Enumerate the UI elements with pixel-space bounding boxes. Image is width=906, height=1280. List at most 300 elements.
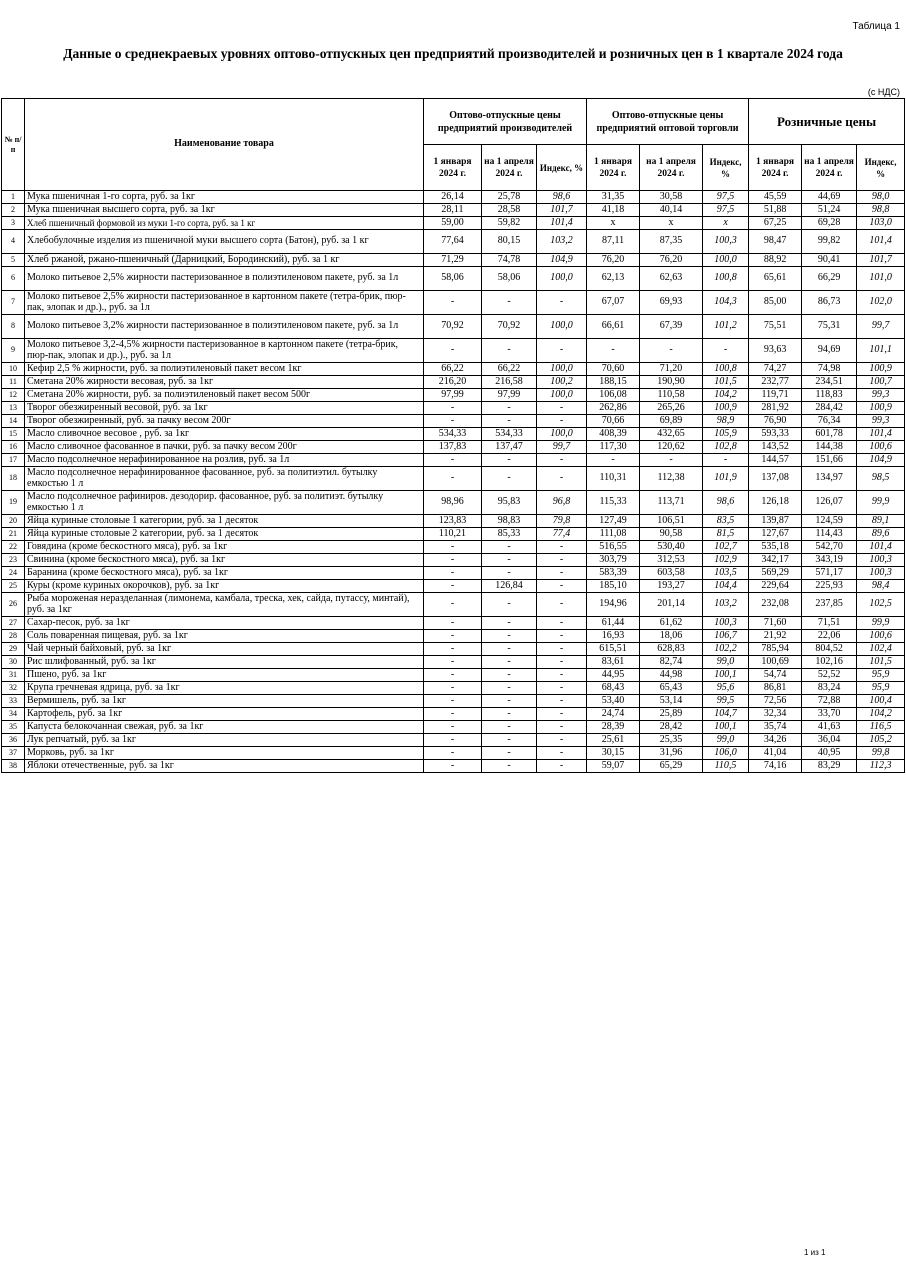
price-cell: 62,63 <box>640 267 703 291</box>
price-cell: 194,96 <box>587 593 640 617</box>
price-cell: 234,51 <box>802 376 857 389</box>
index-cell: 89,6 <box>857 528 905 541</box>
index-cell: 103,5 <box>703 567 749 580</box>
price-cell: - <box>424 656 482 669</box>
table-row <box>2 760 905 773</box>
price-cell: 74,78 <box>482 254 537 267</box>
price-cell: 53,14 <box>640 695 703 708</box>
price-cell: 16,93 <box>587 630 640 643</box>
index-cell: 100,1 <box>703 669 749 682</box>
price-cell: 143,52 <box>749 441 802 454</box>
product-name: Творог обезжиренный весовой, руб. за 1кг <box>25 402 424 415</box>
index-cell: 100,8 <box>703 267 749 291</box>
price-cell: - <box>424 747 482 760</box>
price-cell: 69,93 <box>640 291 703 315</box>
row-number: 1 <box>2 191 25 204</box>
index-cell: 99,3 <box>857 389 905 402</box>
product-name: Яйца куриные столовые 1 категории, руб. за 1 десяток <box>25 515 424 528</box>
product-name: Масло сливочное фасованное в пачки, руб. за пачку весом 200г <box>25 441 424 454</box>
col-group-retail: Розничные цены <box>749 99 905 145</box>
price-cell: 67,39 <box>640 315 703 339</box>
index-cell: 98,6 <box>703 491 749 515</box>
price-cell: 90,58 <box>640 528 703 541</box>
col-header-jan: 1 января 2024 г. <box>749 145 802 191</box>
price-cell: 67,07 <box>587 291 640 315</box>
row-number: 5 <box>2 254 25 267</box>
price-cell: 90,41 <box>802 254 857 267</box>
price-cell: 119,71 <box>749 389 802 402</box>
row-number: 11 <box>2 376 25 389</box>
index-cell: 100,9 <box>703 402 749 415</box>
table-body <box>2 191 905 773</box>
price-cell: 569,29 <box>749 567 802 580</box>
price-cell: 87,35 <box>640 230 703 254</box>
index-cell: 100,0 <box>537 363 587 376</box>
price-cell: 804,52 <box>802 643 857 656</box>
index-cell: 104,9 <box>857 454 905 467</box>
price-cell: 18,06 <box>640 630 703 643</box>
product-name: Баранина (кроме бескостного мяса), руб. за 1кг <box>25 567 424 580</box>
price-cell: 32,34 <box>749 708 802 721</box>
price-cell: 30,58 <box>640 191 703 204</box>
price-cell: 115,33 <box>587 491 640 515</box>
price-cell: 113,71 <box>640 491 703 515</box>
row-number: 27 <box>2 617 25 630</box>
product-name: Свинина (кроме бескостного мяса), руб. за 1кг <box>25 554 424 567</box>
price-cell: 134,97 <box>802 467 857 491</box>
product-name: Молоко питьевое 2,5% жирности пастеризованное в картонном пакете (тетра-брик, пюр-пак, элопак и др.)., руб. за 1л <box>25 291 424 315</box>
index-cell: - <box>537 415 587 428</box>
index-cell: 104,3 <box>703 291 749 315</box>
price-cell: 72,88 <box>802 695 857 708</box>
price-cell: 137,47 <box>482 441 537 454</box>
row-number: 31 <box>2 669 25 682</box>
price-cell: 34,26 <box>749 734 802 747</box>
price-cell: 51,88 <box>749 204 802 217</box>
col-header-jan: 1 января 2024 г. <box>424 145 482 191</box>
price-cell: 51,24 <box>802 204 857 217</box>
index-cell: 102,8 <box>703 441 749 454</box>
index-cell: 100,2 <box>537 376 587 389</box>
row-number: 13 <box>2 402 25 415</box>
price-cell: 126,18 <box>749 491 802 515</box>
index-cell: - <box>537 593 587 617</box>
price-cell: 45,59 <box>749 191 802 204</box>
price-cell: 615,51 <box>587 643 640 656</box>
price-cell: - <box>482 630 537 643</box>
price-cell: 65,29 <box>640 760 703 773</box>
price-cell: 70,60 <box>587 363 640 376</box>
price-cell: 82,74 <box>640 656 703 669</box>
price-cell: 30,15 <box>587 747 640 760</box>
index-cell: 99,8 <box>857 747 905 760</box>
index-cell: 101,7 <box>857 254 905 267</box>
index-cell: 100,0 <box>703 254 749 267</box>
price-cell: 516,55 <box>587 541 640 554</box>
index-cell: - <box>537 708 587 721</box>
page-number: 1 из 1 <box>804 1248 826 1257</box>
product-name: Сахар-песок, руб. за 1кг <box>25 617 424 630</box>
index-cell: - <box>537 734 587 747</box>
price-cell: 24,74 <box>587 708 640 721</box>
price-cell: 232,08 <box>749 593 802 617</box>
index-cell: - <box>537 554 587 567</box>
price-cell: 111,08 <box>587 528 640 541</box>
product-name: Яблоки отечественные, руб. за 1кг <box>25 760 424 773</box>
page-title: Данные о среднекраевых уровнях оптово-отпускных цен предприятий производителей и розничных цен в 1 квартале 2024 года <box>63 46 843 61</box>
product-name: Сметана 20% жирности весовая, руб. за 1кг <box>25 376 424 389</box>
product-name: Масло сливочное весовое , руб. за 1кг <box>25 428 424 441</box>
row-number: 37 <box>2 747 25 760</box>
price-cell: 28,58 <box>482 204 537 217</box>
index-cell: 101,4 <box>857 230 905 254</box>
index-cell: 97,5 <box>703 204 749 217</box>
price-cell: 76,20 <box>587 254 640 267</box>
index-cell: 104,7 <box>703 708 749 721</box>
price-cell: 59,00 <box>424 217 482 230</box>
price-cell: 83,24 <box>802 682 857 695</box>
index-cell: 99,3 <box>857 415 905 428</box>
index-cell: 100,6 <box>857 441 905 454</box>
product-name: Чай черный байховый, руб. за 1кг <box>25 643 424 656</box>
index-cell: 99,0 <box>703 656 749 669</box>
price-cell: 41,63 <box>802 721 857 734</box>
index-cell: - <box>537 567 587 580</box>
table-row <box>2 528 905 541</box>
price-cell: 70,92 <box>424 315 482 339</box>
price-cell: 53,40 <box>587 695 640 708</box>
price-cell: - <box>482 643 537 656</box>
price-cell: 86,73 <box>802 291 857 315</box>
price-cell: 593,33 <box>749 428 802 441</box>
col-group-wholesale: Оптово-отпускные цены предприятий оптовой торговли <box>587 99 749 145</box>
price-cell: 35,74 <box>749 721 802 734</box>
price-cell: 25,78 <box>482 191 537 204</box>
price-cell: 94,69 <box>802 339 857 363</box>
product-name: Сметана 20% жирности, руб. за полиэтиленовый пакет весом 500г <box>25 389 424 402</box>
price-cell: 69,28 <box>802 217 857 230</box>
table-row <box>2 254 905 267</box>
row-number: 30 <box>2 656 25 669</box>
index-cell: 98,5 <box>857 467 905 491</box>
row-number: 24 <box>2 567 25 580</box>
index-cell: 106,7 <box>703 630 749 643</box>
price-cell: 216,20 <box>424 376 482 389</box>
price-cell: 66,22 <box>482 363 537 376</box>
product-name: Масло подсолнечное нерафинированное на розлив, руб. за 1л <box>25 454 424 467</box>
index-cell: 83,5 <box>703 515 749 528</box>
index-cell: 104,4 <box>703 580 749 593</box>
table-row <box>2 656 905 669</box>
price-cell: - <box>587 454 640 467</box>
table-row <box>2 721 905 734</box>
product-name: Говядина (кроме бескостного мяса), руб. за 1кг <box>25 541 424 554</box>
price-cell: - <box>424 760 482 773</box>
price-cell: 127,49 <box>587 515 640 528</box>
index-cell: 97,5 <box>703 191 749 204</box>
price-cell: - <box>424 721 482 734</box>
price-cell: 303,79 <box>587 554 640 567</box>
price-cell: - <box>482 682 537 695</box>
row-number: 28 <box>2 630 25 643</box>
price-cell: - <box>482 567 537 580</box>
table-row <box>2 217 905 230</box>
price-cell: 343,19 <box>802 554 857 567</box>
product-name: Хлеб пшеничный формовой из муки 1-го сорта, руб. за 1 кг <box>25 217 424 230</box>
price-cell: - <box>424 541 482 554</box>
price-cell: 225,93 <box>802 580 857 593</box>
index-cell: 99,0 <box>703 734 749 747</box>
price-cell: 98,83 <box>482 515 537 528</box>
col-header-apr: на 1 апреля 2024 г. <box>640 145 703 191</box>
product-name: Пшено, руб. за 1кг <box>25 669 424 682</box>
price-cell: 535,18 <box>749 541 802 554</box>
price-cell: - <box>482 747 537 760</box>
price-cell: 139,87 <box>749 515 802 528</box>
price-cell: - <box>424 415 482 428</box>
price-cell: 65,61 <box>749 267 802 291</box>
price-cell: 408,39 <box>587 428 640 441</box>
row-number: 29 <box>2 643 25 656</box>
index-cell: 102,9 <box>703 554 749 567</box>
index-cell: 106,0 <box>703 747 749 760</box>
price-cell: 52,52 <box>802 669 857 682</box>
row-number: 22 <box>2 541 25 554</box>
price-cell: - <box>424 669 482 682</box>
index-cell: 102,7 <box>703 541 749 554</box>
col-header-num: № п/п <box>2 99 25 191</box>
price-cell: 124,59 <box>802 515 857 528</box>
price-cell: 97,99 <box>424 389 482 402</box>
row-number: 21 <box>2 528 25 541</box>
index-cell: 81,5 <box>703 528 749 541</box>
price-cell: 144,38 <box>802 441 857 454</box>
price-cell: 77,64 <box>424 230 482 254</box>
price-cell: 99,82 <box>802 230 857 254</box>
price-cell: 54,74 <box>749 669 802 682</box>
product-name: Молоко питьевое 2,5% жирности пастеризованное в полиэтиленовом пакете, руб. за 1л <box>25 267 424 291</box>
index-cell: 99,5 <box>703 695 749 708</box>
index-cell: 100,3 <box>703 230 749 254</box>
price-cell: - <box>482 402 537 415</box>
row-number: 6 <box>2 267 25 291</box>
product-name: Куры (кроме куриных окорочков), руб. за 1кг <box>25 580 424 593</box>
table-row <box>2 441 905 454</box>
price-cell: 120,62 <box>640 441 703 454</box>
price-cell: - <box>424 593 482 617</box>
price-cell: 118,83 <box>802 389 857 402</box>
price-cell: - <box>482 721 537 734</box>
index-cell: 105,9 <box>703 428 749 441</box>
price-cell: - <box>424 708 482 721</box>
table-row <box>2 630 905 643</box>
col-header-name: Наименование товара <box>25 99 424 191</box>
price-cell: - <box>640 454 703 467</box>
price-cell: 95,83 <box>482 491 537 515</box>
row-number: 3 <box>2 217 25 230</box>
index-cell: 99,9 <box>857 617 905 630</box>
index-cell: 100,7 <box>857 376 905 389</box>
table-row <box>2 315 905 339</box>
row-number: 16 <box>2 441 25 454</box>
price-cell: - <box>482 415 537 428</box>
index-cell: - <box>537 760 587 773</box>
price-cell: - <box>424 630 482 643</box>
index-cell: 101,2 <box>703 315 749 339</box>
price-cell: - <box>482 760 537 773</box>
index-cell: - <box>537 747 587 760</box>
price-cell: - <box>424 291 482 315</box>
product-name: Молоко питьевое 3,2% жирности пастеризованное в полиэтиленовом пакете, руб. за 1л <box>25 315 424 339</box>
price-cell: 59,82 <box>482 217 537 230</box>
price-cell: 40,14 <box>640 204 703 217</box>
table-row <box>2 747 905 760</box>
price-cell: 102,16 <box>802 656 857 669</box>
table-row <box>2 389 905 402</box>
price-cell: 106,51 <box>640 515 703 528</box>
table-row <box>2 491 905 515</box>
product-name: Рис шлифованный, руб. за 1кг <box>25 656 424 669</box>
index-cell: - <box>537 454 587 467</box>
index-cell: - <box>537 630 587 643</box>
index-cell: 112,3 <box>857 760 905 773</box>
product-name: Кефир 2,5 % жирности, руб. за полиэтиленовый пакет весом 1кг <box>25 363 424 376</box>
price-cell: 75,51 <box>749 315 802 339</box>
price-cell: 59,07 <box>587 760 640 773</box>
price-cell: 28,39 <box>587 721 640 734</box>
product-name: Творог обезжиренный, руб. за пачку весом 200г <box>25 415 424 428</box>
row-number: 20 <box>2 515 25 528</box>
col-header-index: Индекс, % <box>537 145 587 191</box>
index-cell: 100,0 <box>537 267 587 291</box>
row-number: 12 <box>2 389 25 402</box>
price-cell: 185,10 <box>587 580 640 593</box>
index-cell: 100,3 <box>857 567 905 580</box>
price-cell: 117,30 <box>587 441 640 454</box>
table-row <box>2 415 905 428</box>
row-number: 38 <box>2 760 25 773</box>
price-cell: 66,22 <box>424 363 482 376</box>
index-cell: 110,5 <box>703 760 749 773</box>
row-number: 17 <box>2 454 25 467</box>
table-row <box>2 376 905 389</box>
price-cell: 66,29 <box>802 267 857 291</box>
index-cell: 105,2 <box>857 734 905 747</box>
index-cell: - <box>537 541 587 554</box>
price-cell: 85,33 <box>482 528 537 541</box>
price-cell: 110,31 <box>587 467 640 491</box>
index-cell: - <box>703 454 749 467</box>
row-number: 14 <box>2 415 25 428</box>
index-cell: 100,6 <box>857 630 905 643</box>
price-cell: 72,56 <box>749 695 802 708</box>
price-cell: - <box>482 695 537 708</box>
index-cell: - <box>537 643 587 656</box>
price-cell: 31,96 <box>640 747 703 760</box>
index-cell: 104,2 <box>703 389 749 402</box>
row-number: 23 <box>2 554 25 567</box>
row-number: 34 <box>2 708 25 721</box>
table-row <box>2 230 905 254</box>
price-cell: 75,31 <box>802 315 857 339</box>
price-cell: 58,06 <box>482 267 537 291</box>
price-cell: 25,35 <box>640 734 703 747</box>
table-row <box>2 734 905 747</box>
price-cell: 88,92 <box>749 254 802 267</box>
price-cell: - <box>482 734 537 747</box>
price-cell: 83,61 <box>587 656 640 669</box>
price-cell: 110,21 <box>424 528 482 541</box>
price-cell: - <box>424 402 482 415</box>
index-cell: 101,4 <box>857 541 905 554</box>
index-cell: 101,0 <box>857 267 905 291</box>
price-cell: 25,89 <box>640 708 703 721</box>
index-cell: 101,4 <box>537 217 587 230</box>
row-number: 33 <box>2 695 25 708</box>
index-cell: - <box>703 339 749 363</box>
price-cell: 229,64 <box>749 580 802 593</box>
index-cell: 95,9 <box>857 669 905 682</box>
table-row <box>2 669 905 682</box>
product-name: Хлебобулочные изделия из пшеничной муки высшего сорта (Батон), руб. за 1 кг <box>25 230 424 254</box>
price-cell: 262,86 <box>587 402 640 415</box>
price-cell: 28,42 <box>640 721 703 734</box>
index-cell: 100,8 <box>703 363 749 376</box>
product-name: Крупа гречневая ядрица, руб. за 1кг <box>25 682 424 695</box>
index-cell: - <box>537 467 587 491</box>
row-number: 36 <box>2 734 25 747</box>
price-cell: - <box>482 708 537 721</box>
product-name: Молоко питьевое 3,2-4,5% жирности пастеризованное в картонном пакете (тетра-брик, пюр-пак, элопак и др.)., руб. за 1л <box>25 339 424 363</box>
price-cell: - <box>424 734 482 747</box>
price-cell: 534,33 <box>482 428 537 441</box>
table-row <box>2 291 905 315</box>
price-cell: 71,60 <box>749 617 802 630</box>
price-cell: 76,20 <box>640 254 703 267</box>
price-cell: 58,06 <box>424 267 482 291</box>
price-cell: 201,14 <box>640 593 703 617</box>
product-name: Мука пшеничная 1-го сорта, руб. за 1кг <box>25 191 424 204</box>
price-cell: 603,58 <box>640 567 703 580</box>
index-cell: 104,9 <box>537 254 587 267</box>
price-cell: 68,43 <box>587 682 640 695</box>
price-cell: - <box>424 580 482 593</box>
table-row <box>2 643 905 656</box>
col-header-apr: на 1 апреля 2024 г. <box>802 145 857 191</box>
price-cell: - <box>424 682 482 695</box>
price-cell: 71,29 <box>424 254 482 267</box>
product-name: Картофель, руб. за 1кг <box>25 708 424 721</box>
price-cell: 85,00 <box>749 291 802 315</box>
price-cell: - <box>482 593 537 617</box>
product-name: Соль поваренная пищевая, руб. за 1кг <box>25 630 424 643</box>
price-cell: 126,84 <box>482 580 537 593</box>
price-cell: 106,08 <box>587 389 640 402</box>
price-cell: 21,92 <box>749 630 802 643</box>
row-number: 10 <box>2 363 25 376</box>
index-cell: 79,8 <box>537 515 587 528</box>
index-cell: - <box>537 721 587 734</box>
index-cell: х <box>703 217 749 230</box>
price-cell: - <box>482 467 537 491</box>
price-cell: 61,44 <box>587 617 640 630</box>
price-cell: 216,58 <box>482 376 537 389</box>
price-cell: 25,61 <box>587 734 640 747</box>
price-cell: 281,92 <box>749 402 802 415</box>
price-cell: - <box>424 454 482 467</box>
table-row <box>2 682 905 695</box>
price-cell: 110,58 <box>640 389 703 402</box>
